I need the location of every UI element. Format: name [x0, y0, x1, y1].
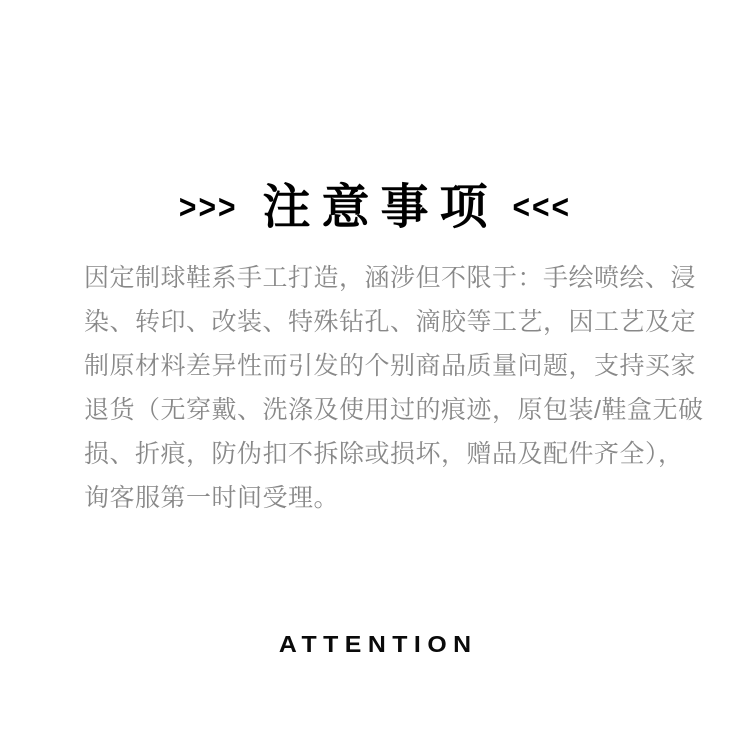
notice-line-6: 询客服第一时间受理。 [84, 484, 340, 512]
notice-line-5: 损、折痕，防伪扣不拆除或损坏，赠品及配件齐全）， [84, 440, 684, 468]
chevrons-left-icon: <<< [512, 188, 572, 227]
page-title-text: 注意事项 [262, 181, 499, 234]
page-title [0, 180, 750, 236]
notice-line-3: 制原材料差异性而引发的个别商品质量问题，支持买家 [84, 352, 697, 380]
notice-paragraph [84, 256, 704, 520]
notice-line-4: 退货（无穿戴、洗涤及使用过的痕迹，原包装/鞋盒无破 [84, 396, 704, 424]
attention-footer-label: ATTENTION [278, 631, 478, 657]
chevrons-right-icon: >>> [178, 188, 238, 227]
notice-line-1: 因定制球鞋系手工打造，涵涉但不限于：手绘喷绘、浸 [84, 264, 697, 292]
notice-line-2: 染、转印、改装、特殊钻孔、滴胶等工艺，因工艺及定 [84, 308, 697, 336]
